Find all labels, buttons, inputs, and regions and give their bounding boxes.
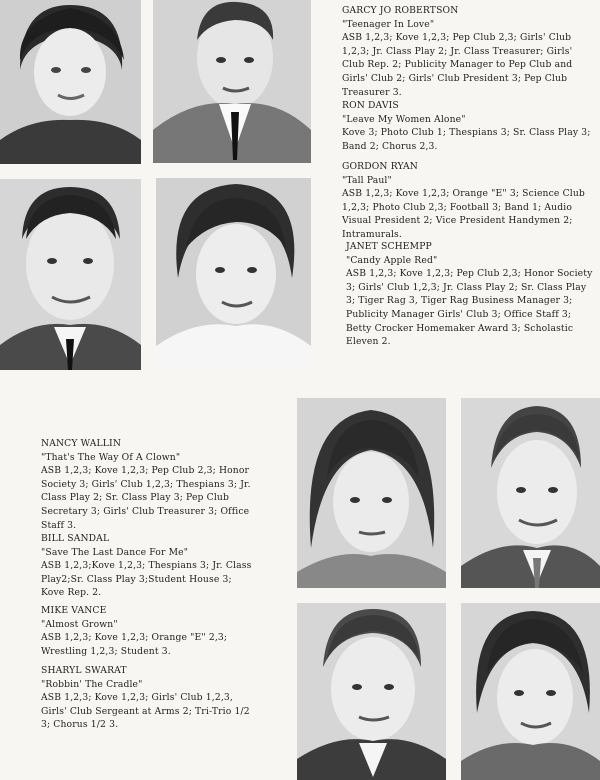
portrait-figure-icon [153, 0, 311, 163]
portrait-bill-sandal [461, 398, 600, 588]
portrait-figure-icon [0, 179, 141, 370]
bio-mike-vance [41, 604, 257, 658]
portrait-figure-icon [461, 398, 600, 588]
student-motto: "Almost Grown" [41, 618, 118, 630]
student-name: MIKE VANCE [41, 605, 107, 616]
bio-ron-davis [342, 99, 594, 153]
student-motto: "Robbin' The Cradle" [41, 678, 143, 690]
student-motto: "Leave My Women Alone" [342, 113, 466, 125]
portrait-janet-schempp [156, 178, 311, 370]
student-activities: ASB 1,2,3;Kove 1,2,3; Thespians 3; Jr. Class Play2;Sr. Class Play 3;Student House 3; Kove Rep. 2. [41, 560, 252, 599]
portrait-figure-icon [461, 603, 600, 780]
student-activities: ASB 1,2,3; Kove 1,2,3; Pep Club 2,3; Honor Society 3; Girls' Club 1,2,3; Jr. Class Play 2; Sr. Class Play 3; Tiger Rag 3, Tiger Rag Business Manager 3; Publicity Manager Girls' Club 3; Office Staff 3; Betty Crocker Homemaker Award 3; Scholastic Eleven 2. [346, 268, 593, 348]
portrait-figure-icon [297, 603, 446, 780]
student-name: RON DAVIS [342, 100, 399, 111]
student-motto: "That's The Way Of A Clown" [41, 451, 181, 463]
portrait-mike-vance [297, 603, 446, 780]
portrait-garcy-jo-robertson [0, 0, 141, 164]
student-activities: ASB 1,2,3; Kove 1,2,3; Orange "E" 3; Science Club 1,2,3; Photo Club 2,3; Football 3; Band 1; Audio Visual President 2; Vice President Handymen 2; Intramurals. [342, 188, 585, 240]
student-activities: Kove 3; Photo Club 1; Thespians 3; Sr. Class Play 3; Band 2; Chorus 2,3. [342, 127, 591, 152]
student-name: GORDON RYAN [342, 161, 418, 172]
student-activities: ASB 1,2,3; Kove 1,2,3; Girls' Club 1,2,3, Girls' Club Sergeant at Arms 2; Tri-Trio 1/2 3; Chorus 1/2 3. [41, 692, 250, 731]
portrait-figure-icon [297, 398, 446, 588]
student-name: NANCY WALLIN [41, 438, 122, 449]
bio-janet-schempp [346, 240, 596, 349]
bio-sharyl-swarat [41, 664, 257, 732]
student-motto: "Candy Apple Red" [346, 254, 438, 266]
student-name: SHARYL SWARAT [41, 665, 127, 676]
student-name: GARCY JO ROBERTSON [342, 5, 459, 16]
student-name: BILL SANDAL [41, 533, 110, 544]
student-motto: "Teenager In Love" [342, 18, 435, 30]
student-activities: ASB 1,2,3; Kove 1,2,3; Pep Club 2,3; Honor Society 3; Girls' Club 1,2,3; Thespians 3; Jr. Class Play 2; Sr. Class Play 3; Pep Club Secretary 3; Girls' Club Treasurer 3; Office Staff 3. [41, 465, 251, 531]
student-activities: ASB 1,2,3; Kove 1,2,3; Orange "E" 2,3; Wrestling 1,2,3; Student 3. [41, 632, 228, 657]
portrait-figure-icon [156, 178, 311, 370]
student-motto: "Save The Last Dance For Me" [41, 546, 189, 558]
student-name: JANET SCHEMPP [346, 241, 432, 252]
bio-bill-sandal [41, 532, 257, 600]
bio-nancy-wallin [41, 437, 257, 532]
student-motto: "Tall Paul" [342, 174, 392, 186]
portrait-figure-icon [0, 0, 141, 164]
bio-gordon-ryan [342, 160, 594, 242]
student-activities: ASB 1,2,3; Kove 1,2,3; Pep Club 2,3; Girls' Club 1,2,3; Jr. Class Play 2; Jr. Class Treasurer; Girls' Club Rep. 2; Publicity Manager to Pep Club and Girls' Club 2; Girls' Club President 3; Pep Club Treasurer 3. [342, 32, 573, 98]
portrait-gordon-ryan [0, 179, 141, 370]
portrait-sharyl-swarat [461, 603, 600, 780]
portrait-nancy-wallin [297, 398, 446, 588]
portrait-ron-davis [153, 0, 311, 163]
bio-garcy-jo-robertson [342, 4, 594, 99]
